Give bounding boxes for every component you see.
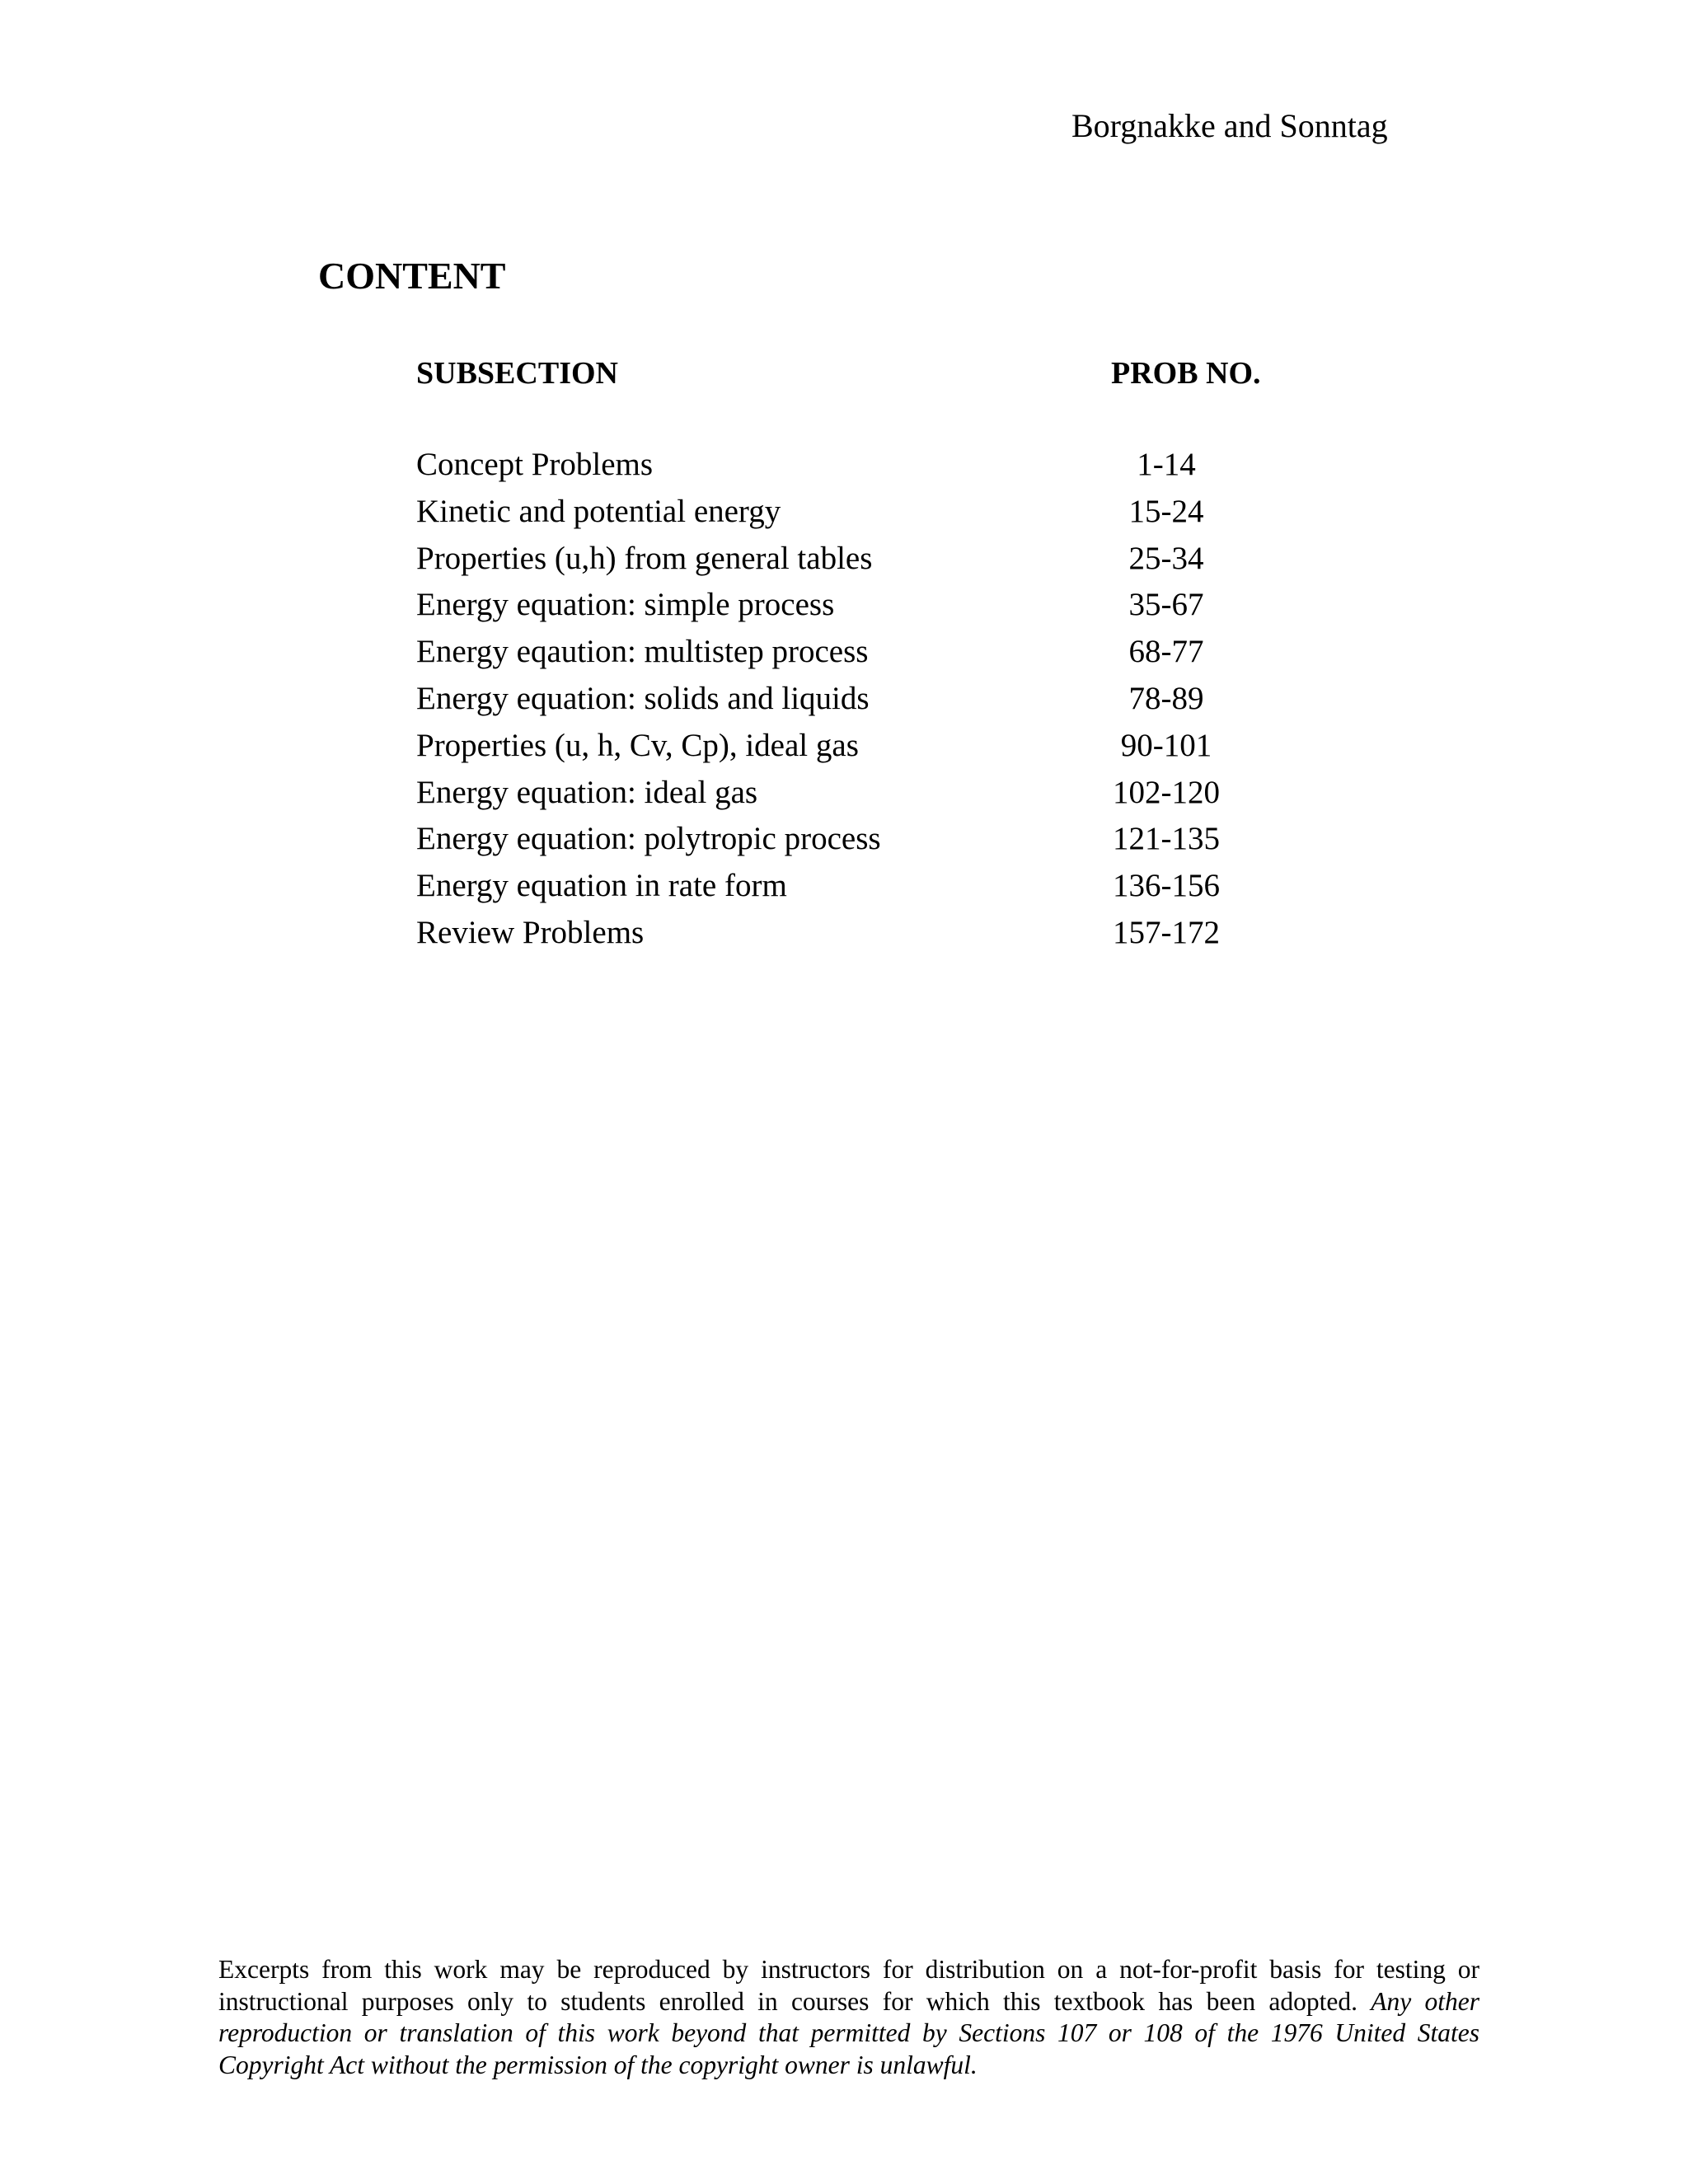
toc-row xyxy=(416,816,1323,863)
toc-row xyxy=(416,536,1323,583)
toc-prob-range: 15-24 xyxy=(1128,493,1204,529)
toc-subsection: Energy equation: solids and liquids xyxy=(416,680,870,716)
toc-prob-range: 157-172 xyxy=(1113,914,1220,950)
toc-row xyxy=(416,910,1323,957)
toc-subsection: Review Problems xyxy=(416,914,645,950)
column-header-prob-no: PROB NO. xyxy=(1111,356,1261,391)
toc-row xyxy=(416,723,1323,770)
toc-subsection: Energy equation: simple process xyxy=(416,587,835,623)
toc-subsection: Concept Problems xyxy=(416,447,654,482)
toc-prob-range: 35-67 xyxy=(1128,587,1204,623)
toc-list xyxy=(416,442,1323,957)
copyright-notice-text: Excerpts from this work may be reproduced by instructors for distribution on a not-for-profit basis for testing or instructional purposes only to students enrolled in courses for which this textbook has been adopted. xyxy=(218,1955,1479,2016)
toc-prob-range: 90-101 xyxy=(1120,727,1212,763)
toc-prob-range: 68-77 xyxy=(1128,634,1204,670)
page-title: CONTENT xyxy=(318,255,506,297)
header-author: Borgnakke and Sonntag xyxy=(1071,107,1388,144)
toc-row xyxy=(416,676,1323,723)
toc-prob-range: 136-156 xyxy=(1113,868,1220,904)
toc-row xyxy=(416,863,1323,910)
toc-prob-range: 25-34 xyxy=(1128,540,1204,576)
toc-subsection: Energy equation: ideal gas xyxy=(416,774,758,810)
toc-prob-range: 102-120 xyxy=(1113,774,1220,810)
copyright-notice-italic: Any other reproduction or translation of this work beyond that permitted by Sections 107 or 108 of the 1976 United States Copyright Act without the permission of the copyright owner is unlawful. xyxy=(218,1986,1480,2079)
toc-prob-range: 121-135 xyxy=(1113,821,1220,857)
toc-subsection: Properties (u,h) from general tables xyxy=(416,540,873,576)
toc-subsection: Energy equation in rate form xyxy=(416,868,787,904)
toc-prob-range: 78-89 xyxy=(1128,680,1204,716)
toc-prob-range: 1-14 xyxy=(1137,447,1196,482)
toc-row xyxy=(416,489,1323,536)
copyright-notice xyxy=(218,1954,1479,2081)
toc-row xyxy=(416,442,1323,489)
toc-subsection: Energy eqaution: multistep process xyxy=(416,634,869,670)
toc-row xyxy=(416,770,1323,817)
toc-row xyxy=(416,582,1323,629)
toc-subsection: Properties (u, h, Cv, Cp), ideal gas xyxy=(416,727,859,763)
column-header-subsection: SUBSECTION xyxy=(416,356,618,391)
toc-subsection: Energy equation: polytropic process xyxy=(416,821,881,857)
toc-row xyxy=(416,629,1323,676)
toc-subsection: Kinetic and potential energy xyxy=(416,493,781,529)
